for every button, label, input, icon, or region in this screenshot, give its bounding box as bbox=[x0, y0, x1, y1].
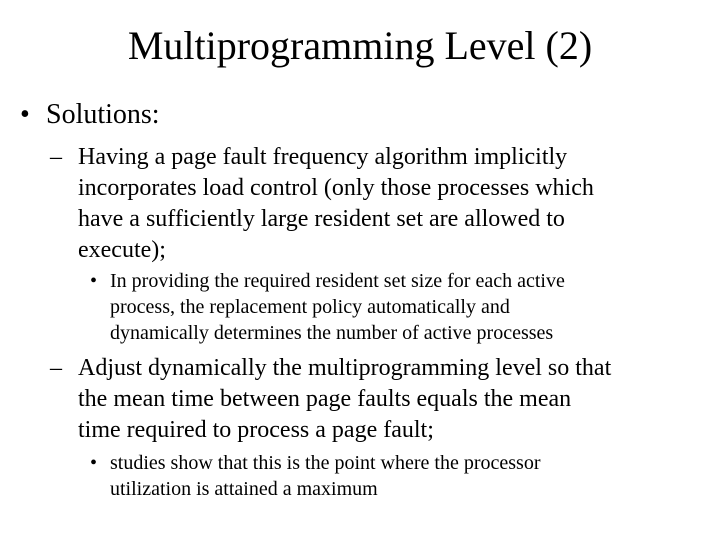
point1-line-2: incorporates load control (only those processes which bbox=[78, 175, 594, 201]
point2-sub-bullet-marker: • bbox=[90, 452, 98, 474]
solutions-label: Solutions: bbox=[46, 99, 160, 130]
slide-title: Multiprogramming Level (2) bbox=[127, 23, 593, 68]
point1-sub-bullet-marker: • bbox=[90, 270, 98, 292]
point2-sub-line-1: studies show that this is the point where the processor bbox=[110, 452, 541, 474]
point2-line-1: Adjust dynamically the multiprogramming level so that bbox=[78, 355, 612, 381]
point1-dash-marker: – bbox=[50, 144, 62, 170]
point1-sub-line-1: In providing the required resident set size for each active bbox=[110, 270, 565, 292]
point2-dash-marker: – bbox=[50, 355, 62, 381]
point1-line-3: have a sufficiently large resident set are allowed to bbox=[78, 206, 565, 232]
point1-sub-line-2: process, the replacement policy automatically and bbox=[110, 296, 510, 318]
point1-line-1: Having a page fault frequency algorithm implicitly bbox=[78, 144, 568, 170]
point1-line-4: execute); bbox=[78, 237, 166, 263]
point1-sub-line-3: dynamically determines the number of active processes bbox=[110, 322, 554, 344]
point2-line-2: the mean time between page faults equals the mean bbox=[78, 386, 572, 412]
point2-sub-line-2: utilization is attained a maximum bbox=[110, 478, 378, 500]
point2-line-3: time required to process a page fault; bbox=[78, 417, 434, 443]
level1-bullet-marker: • bbox=[20, 99, 30, 130]
